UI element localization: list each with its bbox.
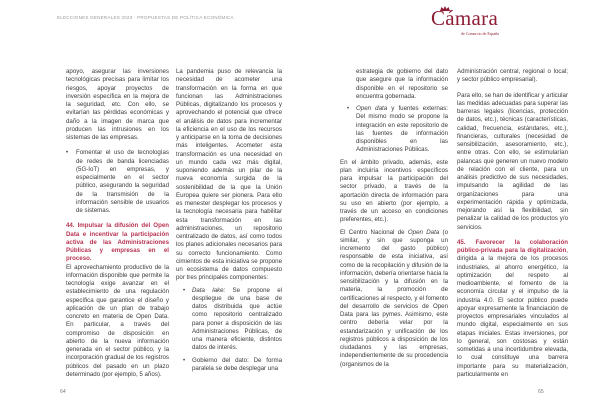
- bullet-term: Data lake:: [192, 286, 226, 294]
- section-heading-45: 45. Favorecer la colaboración público-privada para la digitalización: [457, 238, 568, 254]
- paragraph: En el ámbito privado, además, este plan incluiría incentivos específicos para impulsar la participación del sector privado, a través de la aportación directa de información para su uso en abierto (por ejemplo, a través de un acceso en condiciones preferentes, etc.).: [340, 158, 448, 224]
- bullet-item: • Gobierno del dato: De forma paralela se debe desplegar una: [176, 357, 282, 374]
- header-title: ELECCIONES GENERALES 2023 · PROPUESTAS DE POLÍTICA ECONÓMICA: [57, 15, 234, 20]
- paragraph: Para ello, se han de identificar y articular las medidas adecuadas para superar las barreras legales (licencias, protección de datos, etc.), técnicas (características, calidad, frecuencia, estándares, etc.), financieras, culturales (necesidad de sensibilización, asesoramiento, etc.), entre otras. Con ello, se estimularían palancas que generen un nuevo modelo de relación con el cliente, para un análisis predictivo de sus necesidades, impulsando la agilidad de las organizaciones para una experimentación rápida y optimizada, mejorando así la flexibilidad, sin penalizar la calidad de los productos y/o servicios.: [457, 91, 568, 231]
- camara-logo: [431, 6, 551, 36]
- paragraph: El aprovechamiento productivo de la información disponible que permite la tecnología exige avanzar en el establecimiento de una regulación específica que garantice el diseño y aplicación de un plan de trabajo concreto en materia de Open Data. En particular, a través del compromiso de disposición en abierto de la nueva información generada en el sector público, y la incorporación gradual de los registros públicos del pasado en un plazo determinado (por ejemplo, 5 años).: [66, 263, 169, 378]
- page-number-right: 65: [538, 389, 544, 395]
- bullet-continuation: estrategia de gobierno del dato que asegure que la información disponible en el repositorio se encuentra gobernada.: [356, 68, 448, 100]
- logo-subtitle: de Comercio de España: [461, 31, 499, 36]
- paragraph: La pandemia puso de relevancia la necesidad de acometer una transformación en la forma en que funcionan las Administraciones Públicas, digitalizando los procesos y aprovechando el potencial que ofrece el análisis de datos para incrementar la eficiencia en el uso de los recursos y anticiparse en la toma de decisiones más inteligentes. Acometer esta transformación es una necesidad en un mundo cada vez más digital, suponiendo además un pilar de la nueva economía surgida de la sostenibilidad de la que la Unión Europea quiere ser pionera. Para ello es menester desplegar los procesos y la tecnología necesaria para habilitar esta transformación en las administraciones, un repositorio centralizado de datos, así como todos los planes adicionales necesarios para su correcto funcionamiento. Como cimientos de esta iniciativa se propone un ecosistema de datos compuesto por tres principales componentes:: [176, 68, 282, 282]
- bullet-item: • Fomentar el uso de tecnologías de redes de banda licenciadas (5G-IoT) en empresas, y especialmente en el sector público, asegurando la seguridad de la transmisión de la información sensible de usuarios de sistemas.: [66, 149, 169, 215]
- section-heading-44: 44. Impulsar la difusión del Open Data e incentivar la participación activa de las Administraciones Públicas y empresas en el proceso.: [66, 222, 169, 263]
- bullet-text: Se propone el despliegue de una base de datos distribuida que actúe como repositorio centralizado para poner a disposición de las Administraciones Públicas, de una manera eficiente, distintos datos de interés.: [192, 286, 282, 352]
- paragraph: El Centro Nacional de Open Data (o similar, y sin que suponga un incremento del gasto público) responsable de esta iniciativa, así como de la recopilación y difusión de la información, debería orientarse hacia la sensibilización y la difusión en la materia, la promoción de certificaciones al respecto, y el fomento del desarrollo de servicios de Open Data para las pymes. Asimismo, este centro debería velar por la estandarización y unificación de los registros públicos a disposición de los ciudadanos y las empresas, independientemente de su procedencia (organismos de la: [340, 228, 448, 368]
- column-4: [457, 68, 568, 379]
- page-number-left: 64: [60, 389, 66, 395]
- bullet-term: Open data: [356, 105, 388, 112]
- logo-wordmark: Cámara: [431, 6, 499, 30]
- paragraph: 45. Favorecer la colaboración público-privada para la digitalización, dirigida a la mejora de los procesos industriales, al ahorro energético, la optimización del respeto al medioambiente, el fomento de la economía circular y el impulso de la industria 4.0. El sector público puede apoyar expresamente la financiación de proyectos empresariales vinculados al mundo digital, especialmente en sus etapas iniciales. Estas inversiones, por lo general, son costosas y están sometidas a una incertidumbre elevada, lo cual constituye una barrera importante para su materialización, particularmente en: [457, 238, 568, 378]
- paragraph: Administración central, regional o local; y sector público empresarial).: [457, 68, 568, 84]
- paragraph: apoyo, asegurar las inversiones tecnológicas precisas para limitar los riesgos, apoyar proyectos de inversión específica en la mejora de la seguridad, etc. Con ello, se evitarían las pérdidas económicas y daño a la imagen de marca que producen las intrusiones en los sistemas de las empresas.: [66, 68, 169, 141]
- bullet-item: [340, 105, 448, 155]
- bullet-item: [176, 287, 282, 353]
- column-2: [176, 68, 282, 373]
- bullet-text: y fuentes externas: Del mismo modo se propone la integración en este repositorio de las fuentes de información disponibles en las Administraciones Públicas.: [356, 105, 448, 154]
- column-1: [66, 68, 169, 379]
- column-3: [340, 68, 448, 369]
